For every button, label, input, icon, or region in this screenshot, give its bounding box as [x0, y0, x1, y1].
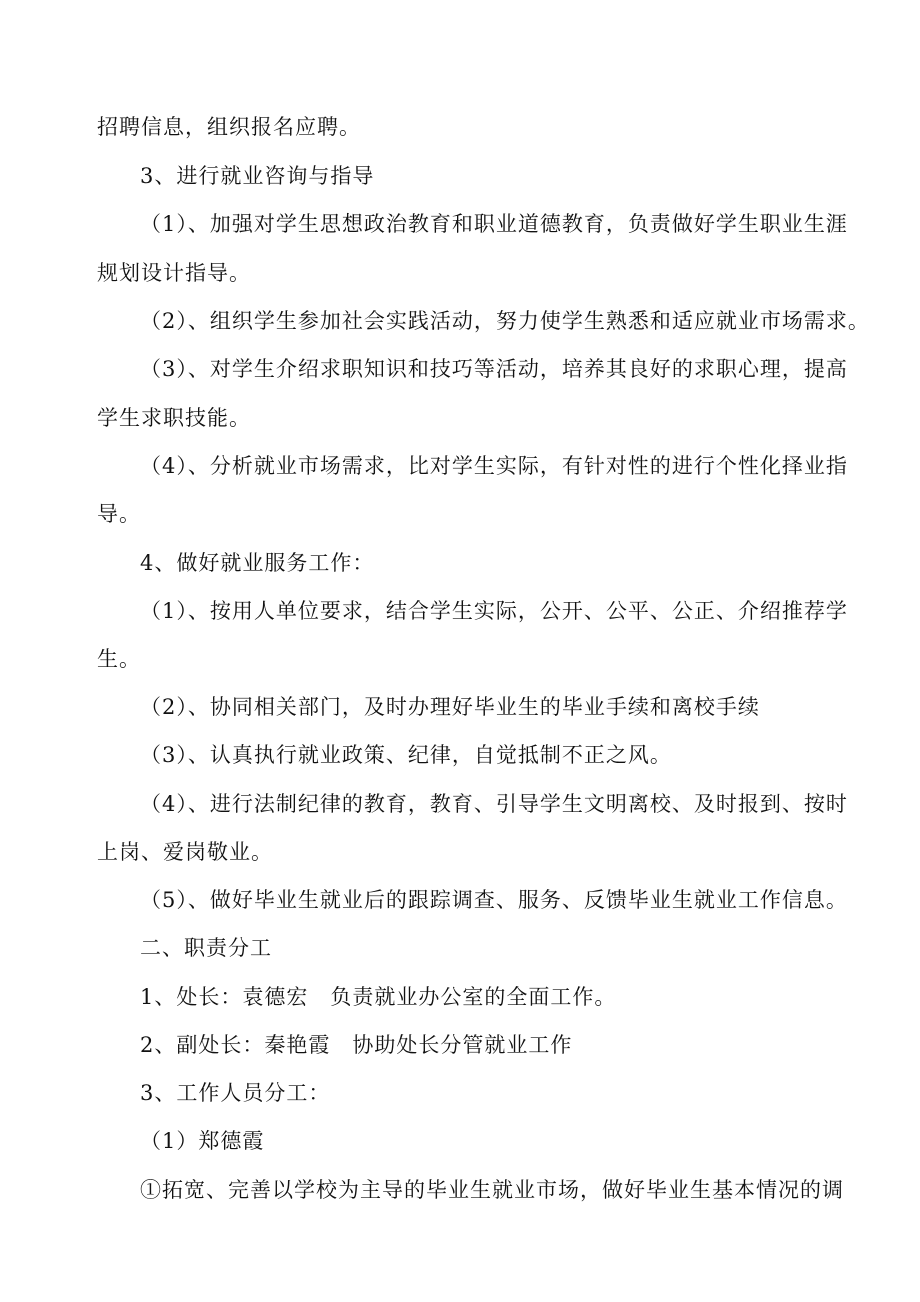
text-line: （2）、组织学生参加社会实践活动，努力使学生熟悉和适应就业市场需求。 — [140, 309, 870, 333]
text-line: （1）、按用人单位要求，结合学生实际，公开、公平、公正、介绍推荐学 — [140, 599, 848, 623]
text-line: 二、职责分工 — [140, 936, 272, 960]
text-line: 规划设计指导。 — [97, 261, 251, 285]
text-line: （5）、做好毕业生就业后的跟踪调查、服务、反馈毕业生就业工作信息。 — [140, 888, 848, 912]
text-line: （1）郑德霞 — [140, 1129, 265, 1153]
text-line: ①拓宽、完善以学校为主导的毕业生就业市场，做好毕业生基本情况的调 — [140, 1178, 844, 1202]
text-line: 导。 — [97, 502, 141, 526]
text-line: 1、处长：袁德宏 负责就业办公室的全面工作。 — [140, 985, 617, 1009]
text-line: （3）、对学生介绍求职知识和技巧等活动，培养其良好的求职心理，提高 — [140, 357, 848, 381]
text-line: 学生求职技能。 — [97, 406, 251, 430]
text-line: （3）、认真执行就业政策、纪律，自觉抵制不正之风。 — [140, 743, 672, 767]
text-line: （2）、协同相关部门，及时办理好毕业生的毕业手续和离校手续 — [140, 695, 760, 719]
text-line: 上岗、爱岗敬业。 — [97, 840, 273, 864]
text-line: 招聘信息，组织报名应聘。 — [97, 115, 361, 139]
text-line: 生。 — [97, 647, 141, 671]
text-line: 2、副处长：秦艳霞 协助处长分管就业工作 — [140, 1033, 573, 1057]
text-line: 4、做好就业服务工作： — [140, 551, 375, 575]
text-line: （1）、加强对学生思想政治教育和职业道德教育，负责做好学生职业生涯 — [140, 212, 848, 236]
text-line: （4）、进行法制纪律的教育，教育、引导学生文明离校、及时报到、按时 — [140, 792, 848, 816]
text-line: （4）、分析就业市场需求，比对学生实际，有针对性的进行个性化择业指 — [140, 454, 848, 478]
text-line: 3、工作人员分工： — [140, 1081, 331, 1105]
text-line: 3、进行就业咨询与指导 — [140, 164, 375, 188]
